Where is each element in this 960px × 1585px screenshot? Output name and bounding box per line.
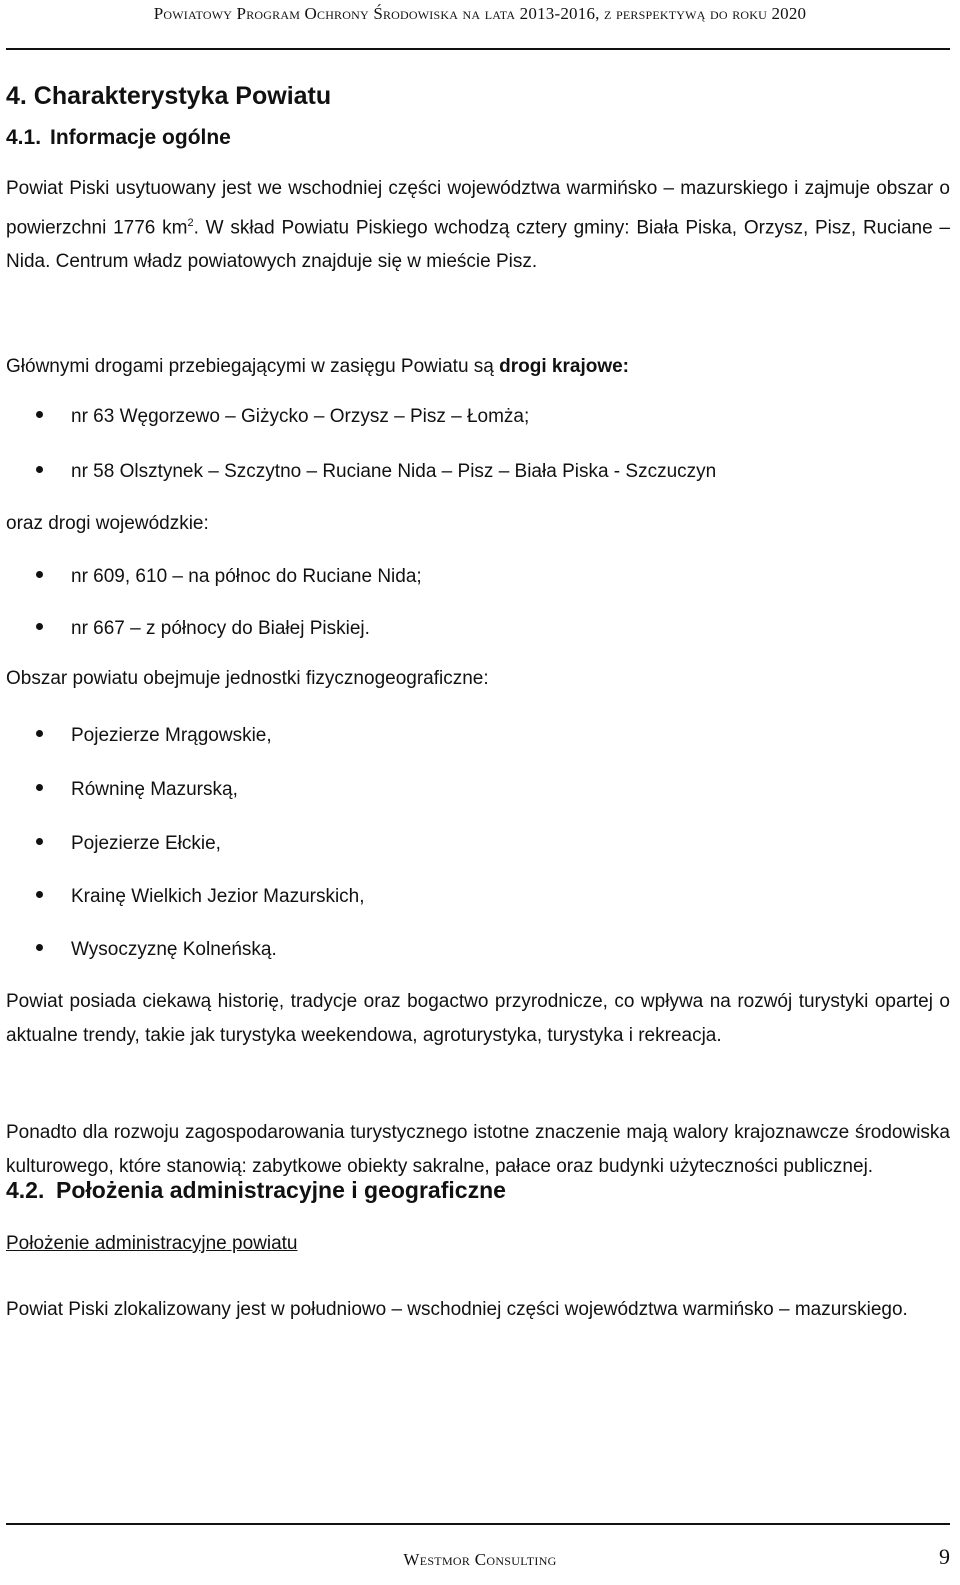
header-rule (6, 48, 950, 50)
paragraph-location-text-b: . W skład Powiatu Piskiego wchodzą cztery gminy: Biała Piska, Orzysz, Pisz, Ruciane – Nida. Centrum władz powiatowych znajduje się w mieście Pisz. (6, 217, 950, 273)
list-item-text: Wysoczyznę Kolneńską. (71, 939, 277, 960)
bullet-icon (36, 466, 43, 473)
regions-intro: Obszar powiatu obejmuje jednostki fizycznogeograficzne: (6, 668, 489, 689)
bullet-icon (36, 730, 43, 737)
list-item-text: Pojezierze Mrągowskie, (71, 725, 272, 746)
paragraph-heritage: Ponadto dla rozwoju zagospodarowania turystycznego istotne znaczenie mają walory krajoznawcze środowiska kulturowego, które stanowią: zabytkowe obiekty sakralne, pałace oraz budynki użyteczności publicznej. (6, 1122, 950, 1177)
bullet-icon (36, 784, 43, 791)
bullet-icon (36, 891, 43, 898)
footer-rule (6, 1523, 950, 1525)
list-item (36, 885, 365, 909)
paragraph-location (6, 172, 950, 279)
paragraph-tourism: Powiat posiada ciekawą historię, tradycje oraz bogactwo przyrodnicze, co wpływa na rozwój turystyki opartej o aktualne trendy, takie jak turystyka weekendowa, agroturystyka, turystyka i rekreacja. (6, 991, 950, 1046)
section-heading-4-2 (6, 1177, 506, 1204)
running-header-text: Powiatowy Program Ochrony Środowiska na lata 2013-2016, z perspektywą do roku 2020 (153, 4, 807, 23)
subheading-admin: Położenie administracyjne powiatu (6, 1233, 298, 1254)
superscript: 2 (187, 217, 194, 229)
paragraph-location-text-a: Powiat Piski usytuowany jest we wschodniej części województwa warmińsko – mazurskiego i zajmuje obszar o powierzchni 1776 km (6, 178, 950, 239)
bullet-icon (36, 838, 43, 845)
list-item-text: nr 609, 610 – na północ do Ruciane Nida; (71, 566, 422, 587)
roads-intro-bold: drogi krajowe: (499, 356, 630, 377)
subsection-number: 4.1. (6, 126, 42, 149)
section-number: 4.2. (6, 1177, 45, 1203)
list-item-text: nr 58 Olsztynek – Szczytno – Ruciane Nida – Pisz – Biała Piska - Szczuczyn (71, 461, 717, 482)
voivodeship-roads-intro: oraz drogi wojewódzkie: (6, 513, 209, 534)
list-item (36, 460, 716, 484)
subsection-title-text: Informacje ogólne (50, 126, 231, 149)
list-item (36, 617, 370, 641)
footer-company (0, 1550, 960, 1570)
bullet-icon (36, 623, 43, 630)
footer-company-text: Westmor Consulting (403, 1550, 557, 1569)
list-item (36, 832, 221, 856)
list-item-text: Równinę Mazurską, (71, 779, 238, 800)
running-header (0, 4, 960, 24)
list-item (36, 778, 238, 802)
bullet-icon (36, 944, 43, 951)
list-item (36, 565, 422, 589)
list-item-text: Krainę Wielkich Jezior Mazurskich, (71, 886, 365, 907)
list-item-text: Pojezierze Ełckie, (71, 833, 221, 854)
list-item-text: nr 63 Węgorzewo – Giżycko – Orzysz – Pisz – Łomża; (71, 406, 530, 427)
list-item (36, 724, 272, 748)
list-item (36, 938, 277, 962)
list-item-text: nr 667 – z północy do Białej Piskiej. (71, 618, 370, 639)
roads-intro-text: Głównymi drogami przebiegającymi w zasięgu Powiatu są (6, 356, 500, 377)
bullet-icon (36, 411, 43, 418)
page-number: 9 (939, 1544, 950, 1569)
bullet-icon (36, 571, 43, 578)
section-heading-text: Położenia administracyjne i geograficzne (56, 1177, 506, 1203)
roads-intro (6, 350, 950, 384)
section-title: 4. Charakterystyka Powiatu (6, 82, 332, 110)
subsection-title (6, 126, 231, 150)
paragraph-admin-location: Powiat Piski zlokalizowany jest w południowo – wschodniej części województwa warmińsko – mazurskiego. (6, 1299, 908, 1320)
list-item (36, 405, 529, 429)
